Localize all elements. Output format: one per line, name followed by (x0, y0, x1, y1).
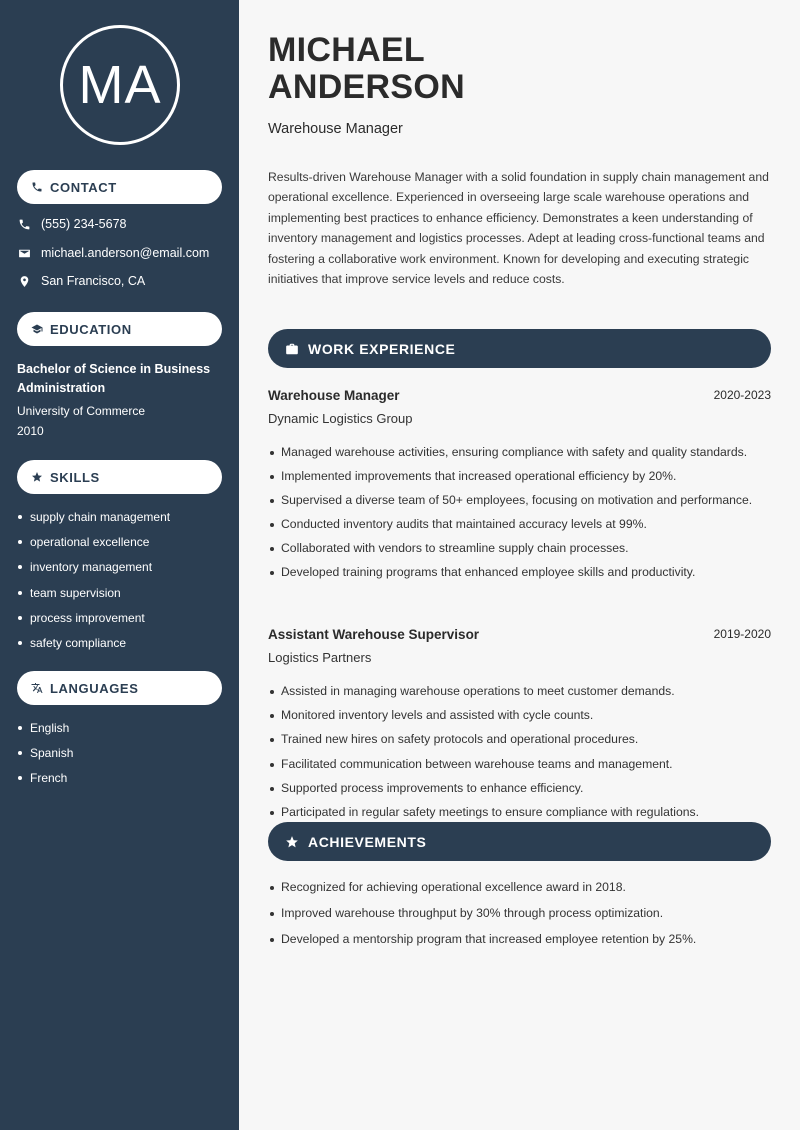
education-heading-label: EDUCATION (50, 321, 132, 337)
candidate-name (268, 32, 465, 106)
languages-heading (17, 671, 222, 705)
avatar-initials: MA (60, 25, 180, 145)
phone-icon (31, 181, 43, 193)
graduation-cap-icon (31, 323, 43, 335)
job-position: Assistant Warehouse Supervisor (268, 627, 480, 642)
skills-heading-label: SKILLS (50, 469, 100, 485)
job-bullet: Participated in regular safety meetings to ensure compliance with regulations. (268, 803, 773, 822)
contact-phone-text: (555) 234-5678 (41, 217, 127, 231)
star-icon (31, 471, 43, 483)
contact-email-text: michael.anderson@email.com (41, 246, 210, 260)
skill-item: operational excellence (17, 534, 170, 559)
achievement-item: Developed a mentorship program that increased employee retention by 25%. (268, 930, 773, 949)
contact-location-text: San Francisco, CA (41, 274, 146, 288)
job-bullet: Conducted inventory audits that maintained accuracy levels at 99%. (268, 515, 773, 534)
job-bullet: Collaborated with vendors to streamline supply chain processes. (268, 539, 773, 558)
job-bullet: Trained new hires on safety protocols and operational procedures. (268, 730, 773, 749)
skill-item: safety compliance (17, 635, 170, 660)
job-dates: 2020-2023 (713, 388, 771, 402)
map-pin-icon (17, 274, 31, 288)
job-bullets (268, 682, 773, 822)
language-item: French (17, 770, 73, 795)
education-school: University of Commerce (17, 404, 146, 418)
language-item: English (17, 720, 73, 745)
name-line-last: ANDERSON (268, 68, 465, 106)
work-experience-heading (268, 329, 771, 368)
job-dates: 2019-2020 (713, 627, 771, 641)
job-bullet: Supervised a diverse team of 50+ employees, focusing on motivation and performance. (268, 491, 773, 510)
achievements-heading-label: ACHIEVEMENTS (308, 833, 427, 850)
name-line-first: MICHAEL (268, 31, 425, 69)
sidebar (0, 0, 239, 1130)
job-company: Logistics Partners (268, 650, 372, 665)
contact-location (17, 274, 145, 288)
job-position: Warehouse Manager (268, 388, 400, 403)
contact-heading (17, 170, 222, 204)
profile-summary: Results-driven Warehouse Manager with a solid foundation in supply chain management and operational excellence. Experienced in overseeing large scale warehouse operations and implementing best practices to enhance efficiency. Demonstrates a keen understanding of inventory management and logistics processes. Adept at leading cross-functional teams and fostering a collaborative work environment. Known for developing and executing strategic initiatives that improve service levels and reduce costs. (268, 170, 769, 287)
work-experience-heading-label: WORK EXPERIENCE (308, 340, 456, 357)
achievement-item: Improved warehouse throughput by 30% through process optimization. (268, 904, 773, 923)
achievements-heading (268, 822, 771, 861)
job-bullet: Managed warehouse activities, ensuring compliance with safety and quality standards. (268, 443, 773, 462)
job-bullet: Implemented improvements that increased operational efficiency by 20%. (268, 467, 773, 486)
job-company: Dynamic Logistics Group (268, 411, 413, 426)
skills-heading (17, 460, 222, 494)
phone-icon (17, 217, 31, 231)
skills-list (17, 509, 170, 660)
education-year: 2010 (17, 424, 44, 438)
job-title-headline: Warehouse Manager (268, 121, 403, 137)
job-bullets (268, 443, 773, 582)
skill-item: supply chain management (17, 509, 170, 534)
job-bullet: Developed training programs that enhanced employee skills and productivity. (268, 563, 773, 582)
main-content (239, 0, 800, 1130)
briefcase-icon (285, 342, 299, 356)
skill-item: inventory management (17, 559, 170, 584)
job-bullet: Supported process improvements to enhance efficiency. (268, 779, 773, 798)
achievement-item: Recognized for achieving operational excellence award in 2018. (268, 878, 773, 897)
translate-icon (31, 682, 43, 694)
achievements-list (268, 878, 773, 949)
job-bullet: Monitored inventory levels and assisted with cycle counts. (268, 706, 773, 725)
education-heading (17, 312, 222, 346)
skill-item: process improvement (17, 610, 170, 635)
star-icon (285, 835, 299, 849)
job-bullet: Assisted in managing warehouse operations to meet customer demands. (268, 682, 773, 701)
envelope-icon (17, 246, 31, 260)
contact-phone (17, 217, 126, 231)
contact-heading-label: CONTACT (50, 179, 117, 195)
languages-list (17, 720, 73, 796)
job-bullet: Facilitated communication between warehouse teams and management. (268, 755, 773, 774)
contact-email (17, 246, 209, 260)
skill-item: team supervision (17, 585, 170, 610)
language-item: Spanish (17, 745, 73, 770)
languages-heading-label: LANGUAGES (50, 680, 139, 696)
education-degree: Bachelor of Science in Business Administration (17, 362, 211, 395)
